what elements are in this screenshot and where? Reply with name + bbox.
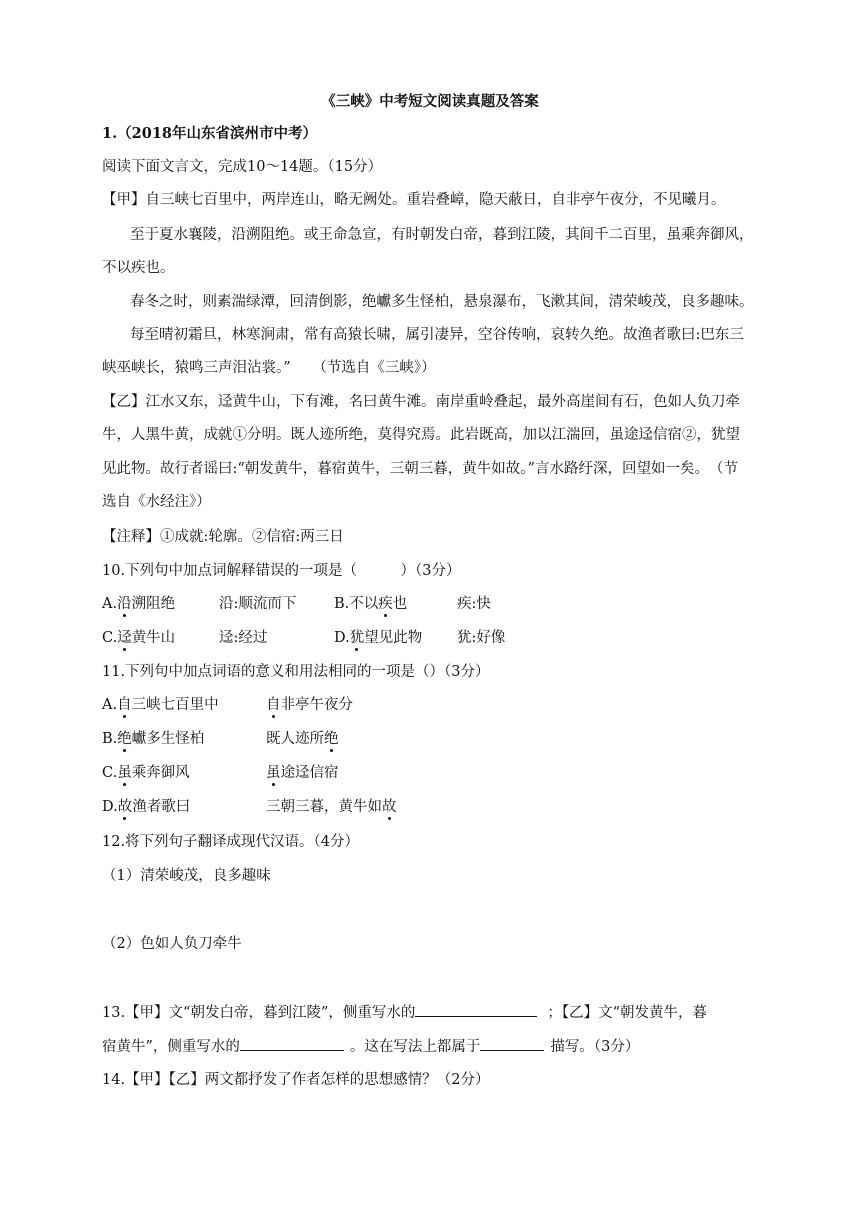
q10-option-b: B.不以疾也: [334, 596, 408, 612]
q11-option-a-left: A.自三峡七百里中: [102, 697, 219, 713]
passage-jia-p1: 【甲】自三峡七百里中，两岸连山，略无阙处。重岩叠嶂，隐天蔽日，自非亭午夜分，不见曦月。: [102, 192, 726, 208]
q10-option-a-gloss: 沿:顺流而下: [219, 596, 297, 612]
question-header: 1.（2018年山东省滨州市中考）: [102, 125, 317, 142]
q10-stem: 10.下列句中加点词解释错误的一项是（ ）（3分）: [102, 563, 461, 579]
q10-option-d-gloss: 犹:好像: [457, 630, 506, 646]
q11-option-b-right: 既人迹所绝: [266, 731, 339, 747]
passage-jia-p2-cont: 不以疾也。: [102, 260, 175, 276]
q11-stem: 11.下列句中加点词语的意义和用法相同的一项是（）（3分）: [102, 664, 490, 680]
q11-option-c-right: 虽途迳信宿: [266, 765, 339, 781]
instructions: 阅读下面文言文，完成10～14题。（15分）: [102, 159, 383, 175]
q13-blank-2[interactable]: [240, 1036, 344, 1051]
q10-option-c-gloss: 迳:经过: [219, 630, 268, 646]
q11-option-c-left: C.虽乘奔御风: [102, 765, 190, 781]
q11-option-d-right: 三朝三暮，黄牛如故: [266, 799, 397, 815]
q12-sentence-1: （1）清荣峻茂，良多趣味: [102, 868, 271, 884]
passage-yi-line-1: 【乙】江水又东，迳黄牛山，下有滩，名曰黄牛滩。南岸重岭叠起，最外高崖间有石，色如人负刀牵: [102, 394, 740, 410]
q14-stem: 14.【甲】【乙】两文都抒发了作者怎样的思想感情？（2分）: [102, 1072, 490, 1088]
passage-jia-p3: 春冬之时，则素湍绿潭，回清倒影，绝巘多生怪柏，悬泉瀑布，飞漱其间，清荣峻茂，良多趣味。: [130, 294, 754, 310]
q13-blank-3[interactable]: [480, 1036, 544, 1051]
annotation-notes: 【注释】①成就:轮廓。②信宿:两三日: [102, 529, 344, 545]
passage-jia-p2: 至于夏水襄陵，沿溯阻绝。或王命急宣，有时朝发白帝，暮到江陵，其间千二百里，虽乘奔御风，: [130, 227, 754, 243]
q11-option-a-right: 自非亭午夜分: [266, 697, 353, 713]
passage-yi-line-3: 见此物。故行者谣曰:“朝发黄牛，暮宿黄牛，三朝三暮，黄牛如故。”言水路纡深，回望如一矣。 （节: [102, 461, 738, 477]
passage-jia-p4-cont: 峡巫峡长，猿鸣三声泪沾裳。” （节选自《三峡》）: [102, 360, 436, 376]
passage-jia-p4: 每至晴初霜旦，林寒涧肃，常有高猿长啸，属引凄异，空谷传响，哀转久绝。故渔者歌曰:巴东三: [130, 327, 744, 343]
q13-blank-1[interactable]: [415, 1002, 537, 1017]
q11-option-b-left: B.绝巘多生怪柏: [102, 731, 205, 747]
document-title: 《三峡》中考短文阅读真题及答案: [321, 93, 539, 110]
q10-option-b-gloss: 疾:快: [457, 596, 491, 612]
q13-line-2: 宿黄牛”，侧重写水的 。这在写法上都属于 描写。（3分）: [102, 1036, 764, 1057]
q11-option-d-left: D.故渔者歌曰: [102, 799, 191, 815]
q13-line-1: 13.【甲】文“朝发白帝，暮到江陵”，侧重写水的 ；【乙】文“朝发黄牛，暮: [102, 1002, 764, 1023]
q10-option-c: C.迳黄牛山: [102, 630, 176, 646]
q12-sentence-2: （2）色如人负刀牵牛: [102, 936, 242, 952]
q12-stem: 12.将下列句子翻译成现代汉语。（4分）: [102, 834, 360, 850]
q10-option-d: D.犹望见此物: [334, 630, 423, 646]
q10-option-a: A.沿溯阻绝: [102, 596, 176, 612]
passage-yi-line-2: 牛，人黑牛黄，成就①分明。既人迹所绝，莫得究焉。此岩既高，加以江湍回，虽途迳信宿②，犹望: [102, 427, 740, 443]
passage-yi-line-4: 选自《水经注》）: [102, 494, 211, 510]
